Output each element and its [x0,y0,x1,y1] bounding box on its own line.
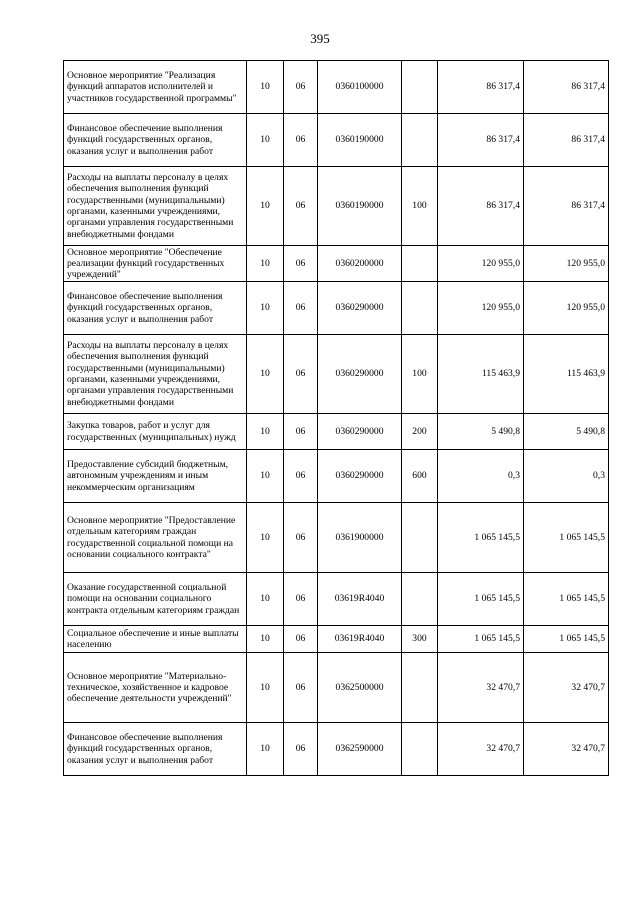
row-amount-2: 32 470,7 [524,723,609,776]
row-name: Основное мероприятие "Реализация функций аппаратов исполнителей и участников государственной программы" [64,61,247,114]
row-subsection: 06 [284,626,318,653]
row-expense-type [402,503,438,573]
row-subsection: 06 [284,450,318,503]
table-row [64,723,609,776]
row-section: 10 [247,61,284,114]
row-expense-type: 200 [402,414,438,450]
table-row [64,167,609,246]
row-expense-type [402,114,438,167]
table-row [64,573,609,626]
row-section: 10 [247,335,284,414]
row-expense-type: 100 [402,167,438,246]
row-subsection: 06 [284,653,318,723]
row-amount-1: 115 463,9 [438,335,524,414]
page-number: 395 [310,31,330,46]
table-row [64,61,609,114]
row-section: 10 [247,653,284,723]
row-amount-2: 86 317,4 [524,61,609,114]
row-name: Социальное обеспечение и иные выплаты населению [64,626,247,653]
row-expense-type: 600 [402,450,438,503]
row-amount-2: 1 065 145,5 [524,573,609,626]
row-expense-type [402,723,438,776]
row-target-code: 0360190000 [318,114,402,167]
row-name: Финансовое обеспечение выполнения функций государственных органов, оказания услуг и выполнения работ [64,723,247,776]
row-expense-type: 100 [402,335,438,414]
row-subsection: 06 [284,414,318,450]
table-row [64,450,609,503]
row-section: 10 [247,723,284,776]
row-amount-2: 0,3 [524,450,609,503]
row-subsection: 06 [284,723,318,776]
row-target-code: 0360290000 [318,335,402,414]
row-target-code: 03619R4040 [318,573,402,626]
row-expense-type [402,246,438,282]
row-target-code: 0362500000 [318,653,402,723]
row-section: 10 [247,414,284,450]
row-name: Оказание государственной социальной помощи на основании социального контракта отдельным категориям граждан [64,573,247,626]
row-target-code: 0360290000 [318,450,402,503]
row-section: 10 [247,626,284,653]
row-section: 10 [247,114,284,167]
row-amount-2: 1 065 145,5 [524,503,609,573]
row-target-code: 0360290000 [318,282,402,335]
row-target-code: 0361900000 [318,503,402,573]
row-subsection: 06 [284,246,318,282]
row-amount-2: 86 317,4 [524,114,609,167]
row-name: Основное мероприятие "Предоставление отдельным категориям граждан государственной социальной помощи на основании социального контракта" [64,503,247,573]
row-subsection: 06 [284,573,318,626]
table-row [64,653,609,723]
row-amount-2: 86 317,4 [524,167,609,246]
budget-table-body [64,61,609,776]
row-section: 10 [247,450,284,503]
row-target-code: 0360100000 [318,61,402,114]
row-amount-1: 1 065 145,5 [438,626,524,653]
row-name: Закупка товаров, работ и услуг для государственных (муниципальных) нужд [64,414,247,450]
row-amount-1: 5 490,8 [438,414,524,450]
row-amount-1: 86 317,4 [438,114,524,167]
table-row [64,503,609,573]
budget-table [63,60,609,776]
row-amount-1: 1 065 145,5 [438,503,524,573]
row-name: Финансовое обеспечение выполнения функций государственных органов, оказания услуг и выполнения работ [64,114,247,167]
row-name: Финансовое обеспечение выполнения функций государственных органов, оказания услуг и выполнения работ [64,282,247,335]
row-name: Расходы на выплаты персоналу в целях обеспечения выполнения функций государственными (муниципальными) органами, казенными учреждениями, органами управления государственными внебюджетными фондами [64,335,247,414]
row-section: 10 [247,282,284,335]
row-amount-2: 115 463,9 [524,335,609,414]
row-target-code: 0360290000 [318,414,402,450]
row-amount-1: 1 065 145,5 [438,573,524,626]
row-target-code: 0362590000 [318,723,402,776]
row-amount-2: 120 955,0 [524,246,609,282]
row-expense-type: 300 [402,626,438,653]
row-section: 10 [247,573,284,626]
row-subsection: 06 [284,282,318,335]
row-expense-type [402,573,438,626]
row-section: 10 [247,503,284,573]
row-name: Предоставление субсидий бюджетным, автономным учреждениям и иным некоммерческим организациям [64,450,247,503]
row-amount-2: 120 955,0 [524,282,609,335]
row-amount-2: 1 065 145,5 [524,626,609,653]
table-row [64,246,609,282]
table-row [64,282,609,335]
row-amount-1: 120 955,0 [438,246,524,282]
table-row [64,626,609,653]
row-expense-type [402,282,438,335]
row-subsection: 06 [284,114,318,167]
row-subsection: 06 [284,167,318,246]
row-expense-type [402,653,438,723]
row-name: Основное мероприятие "Материально-техническое, хозяйственное и кадровое обеспечение деятельности учреждений" [64,653,247,723]
row-amount-1: 32 470,7 [438,723,524,776]
row-amount-1: 32 470,7 [438,653,524,723]
row-section: 10 [247,246,284,282]
table-row [64,114,609,167]
row-target-code: 0360200000 [318,246,402,282]
table-row [64,414,609,450]
row-amount-1: 86 317,4 [438,61,524,114]
row-amount-1: 0,3 [438,450,524,503]
row-subsection: 06 [284,335,318,414]
row-expense-type [402,61,438,114]
row-amount-2: 5 490,8 [524,414,609,450]
row-subsection: 06 [284,61,318,114]
row-section: 10 [247,167,284,246]
row-amount-1: 86 317,4 [438,167,524,246]
row-name: Расходы на выплаты персоналу в целях обеспечения выполнения функций государственными (муниципальными) органами, казенными учреждениями, органами управления государственными внебюджетными фондами [64,167,247,246]
row-target-code: 0360190000 [318,167,402,246]
table-row [64,335,609,414]
row-amount-1: 120 955,0 [438,282,524,335]
row-amount-2: 32 470,7 [524,653,609,723]
row-name: Основное мероприятие "Обеспечение реализации функций государственных учреждений" [64,246,247,282]
row-target-code: 03619R4040 [318,626,402,653]
row-subsection: 06 [284,503,318,573]
